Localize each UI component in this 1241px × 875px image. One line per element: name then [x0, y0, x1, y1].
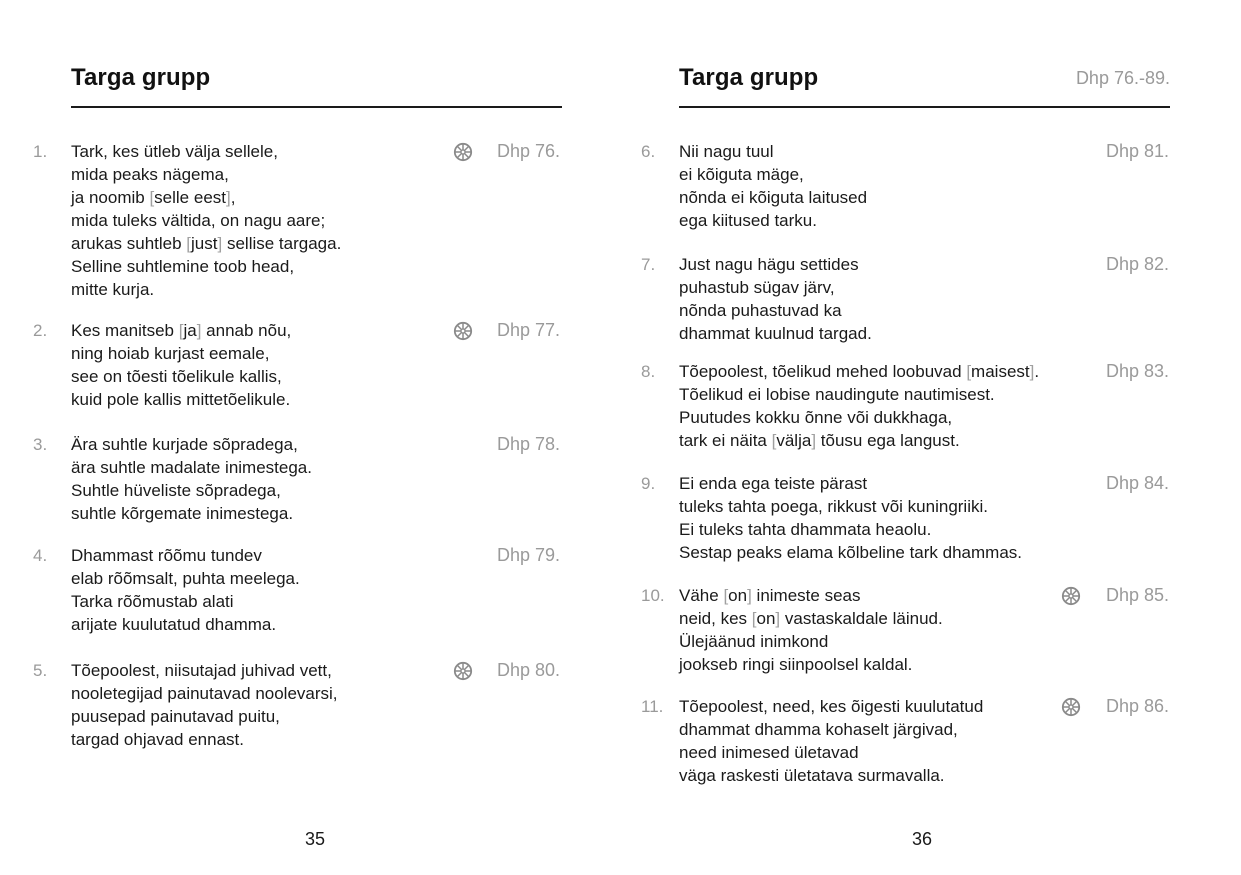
verse-number: 3. [33, 435, 48, 454]
text-run: ja noomib [71, 188, 150, 207]
verse-line [679, 322, 872, 345]
verse-text [71, 319, 291, 411]
verse-reference: Dhp 83. [1105, 361, 1169, 381]
verse-line [71, 567, 300, 590]
verse-line [679, 253, 872, 276]
verse-line [71, 342, 291, 365]
bracket: [ [966, 362, 972, 381]
verse-line [679, 495, 1022, 518]
verse-reference: Dhp 85. [1105, 585, 1169, 605]
verse-reference: Dhp 77. [496, 320, 560, 340]
verse-line [71, 319, 291, 342]
bracket: ] [747, 586, 752, 605]
text-run: Tõelikud ei lobise naudingute nautimisest. [679, 385, 995, 404]
verse-number: 1. [33, 142, 48, 161]
verse-line [679, 472, 1022, 495]
verse-range: Dhp 76.-89. [1075, 68, 1170, 88]
text-run: Suhtle hüveliste sõpradega, [71, 481, 281, 500]
text-run: Ülejäänud inimkond [679, 632, 829, 651]
verse-line [679, 209, 867, 232]
verse-reference: Dhp 84. [1105, 473, 1169, 493]
page-number: 36 [912, 829, 933, 849]
verse-reference: Dhp 78. [496, 434, 560, 454]
verse-line [679, 163, 867, 186]
text-run: selle eest [154, 188, 226, 207]
verse-line [71, 502, 312, 525]
dhamma-wheel-icon [1061, 697, 1081, 717]
verse-number: 8. [641, 362, 656, 381]
text-run: tuleks tahta poega, rikkust või kuningriiki. [679, 497, 988, 516]
verse-line [679, 630, 943, 653]
text-run: Ei enda ega teiste pärast [679, 474, 868, 493]
text-run: Vähe [679, 586, 724, 605]
text-run: kuid pole kallis mittetõelikule. [71, 390, 291, 409]
text-run: tõusu ega langust. [816, 431, 960, 450]
verse-line [679, 695, 983, 718]
verse-line [679, 276, 872, 299]
text-run: puusepad painutavad puitu, [71, 707, 280, 726]
bracket: ] [226, 188, 231, 207]
verse-number: 2. [33, 321, 48, 340]
text-run: nõnda ei kõiguta laitused [679, 188, 868, 207]
text-run: on [728, 586, 748, 605]
bracket: ] [775, 609, 781, 628]
text-run: ei kõiguta mäge, [679, 165, 804, 184]
verse-line [71, 388, 291, 411]
text-run: ära suhtle madalate inimestega. [71, 458, 312, 477]
verse-line [71, 186, 341, 209]
text-run: just [191, 234, 218, 253]
verse-reference: Dhp 86. [1105, 696, 1169, 716]
text-run: Ei tuleks tahta dhammata heaolu. [679, 520, 932, 539]
text-run: . [1034, 362, 1040, 381]
text-run: Dhammast rõõmu tundev [71, 546, 262, 565]
verse-line [679, 429, 1039, 452]
text-run: Nii nagu tuul [679, 142, 774, 161]
verse-line [679, 764, 983, 787]
text-run: mitte kurja. [71, 280, 155, 299]
verse-number: 9. [641, 474, 656, 493]
verse-line [679, 518, 1022, 541]
verse-line [71, 140, 341, 163]
text-run: targad ohjavad ennast. [71, 730, 244, 749]
verse-line [679, 383, 1039, 406]
verse-reference: Dhp 80. [496, 660, 560, 680]
verse-number: 6. [641, 142, 656, 161]
bracket: ] [811, 431, 817, 450]
verse-line [71, 456, 312, 479]
text-run: maisest [971, 362, 1030, 381]
verse-line [679, 406, 1039, 429]
verse-line [679, 140, 867, 163]
text-run: Tõepoolest, niisutajad juhivad vett, [71, 661, 332, 680]
text-run: Sestap peaks elama kõlbeline tark dhammas. [679, 543, 1023, 562]
text-run: sellise targaga. [222, 234, 342, 253]
verse-number: 5. [33, 661, 48, 680]
verse-text [679, 140, 867, 232]
verse-line [71, 705, 338, 728]
text-run: puhastub sügav järv, [679, 278, 835, 297]
text-run: nooletegijad painutavad noolevarsi, [71, 684, 338, 703]
bracket: [ [751, 609, 757, 628]
page-title: Targa grupp [679, 64, 819, 91]
title-rule [71, 106, 562, 108]
verse-text [679, 584, 943, 676]
bracket: ] [217, 234, 223, 253]
text-run: Tarka rõõmustab alati [71, 592, 234, 611]
verse-reference: Dhp 79. [496, 545, 560, 565]
verse-reference: Dhp 76. [496, 141, 560, 161]
text-run: Just nagu hägu settides [679, 255, 859, 274]
text-run: jookseb ringi siinpoolsel kaldal. [679, 655, 913, 674]
dhamma-wheel-icon [453, 321, 473, 341]
verse-text [679, 360, 1039, 452]
page-title: Targa grupp [71, 64, 211, 91]
verse-line [71, 433, 312, 456]
verse-line [71, 613, 300, 636]
bracket: [ [723, 586, 729, 605]
bracket: ] [1029, 362, 1035, 381]
text-run: inimeste seas [751, 586, 861, 605]
text-run: arukas suhtleb [71, 234, 187, 253]
verse-reference: Dhp 81. [1105, 141, 1169, 161]
text-run: annab nõu, [201, 321, 292, 340]
bracket: [ [178, 321, 184, 340]
verse-line [71, 682, 338, 705]
verse-line [679, 541, 1022, 564]
verse-line [71, 209, 341, 232]
verse-number: 10. [641, 586, 665, 605]
text-run: vastaskaldale läinud. [780, 609, 943, 628]
text-run: Ära suhtle kurjade sõpradega, [71, 435, 298, 454]
dhamma-wheel-icon [453, 142, 473, 162]
dhamma-wheel-icon [453, 661, 473, 681]
verse-line [71, 659, 338, 682]
text-run: nõnda puhastuvad ka [679, 301, 842, 320]
text-run: Tõepoolest, need, kes õigesti kuulutatud [679, 697, 984, 716]
title-rule [679, 106, 1170, 108]
verse-line [71, 479, 312, 502]
verse-line [679, 186, 867, 209]
verse-line [71, 232, 341, 255]
bracket: [ [149, 188, 155, 207]
text-run: need inimesed ületavad [679, 743, 859, 762]
verse-number: 11. [641, 697, 664, 716]
right-page [620, 0, 1241, 875]
verse-reference: Dhp 82. [1105, 254, 1169, 274]
text-run: Kes manitseb [71, 321, 179, 340]
text-run: elab rõõmsalt, puhta meelega. [71, 569, 300, 588]
text-run: Tõepoolest, tõelikud mehed loobuvad [679, 362, 967, 381]
text-run: ja [183, 321, 197, 340]
verse-line [679, 653, 943, 676]
verse-text [679, 472, 1022, 564]
verse-line [679, 299, 872, 322]
text-run: dhammat kuulnud targad. [679, 324, 872, 343]
verse-line [679, 607, 943, 630]
verse-text [71, 140, 341, 301]
page-number: 35 [305, 829, 326, 849]
verse-line [679, 360, 1039, 383]
text-run: Selline suhtlemine toob head, [71, 257, 295, 276]
text-run: , [230, 188, 236, 207]
verse-line [679, 741, 983, 764]
bracket: ] [196, 321, 202, 340]
text-run: on [756, 609, 776, 628]
verse-text [679, 253, 872, 345]
verse-text [679, 695, 983, 787]
verse-number: 4. [33, 546, 48, 565]
text-run: see on tõesti tõelikule kallis, [71, 367, 282, 386]
text-run: mida peaks nägema, [71, 165, 229, 184]
bracket: [ [771, 431, 777, 450]
verse-line [679, 584, 943, 607]
verse-line [71, 255, 341, 278]
verse-line [71, 278, 341, 301]
text-run: väga raskesti ületatava surmavalla. [679, 766, 945, 785]
text-run: arijate kuulutatud dhamma. [71, 615, 277, 634]
verse-line [71, 590, 300, 613]
dhamma-wheel-icon [1061, 586, 1081, 606]
text-run: neid, kes [679, 609, 752, 628]
verse-line [679, 718, 983, 741]
verse-text [71, 544, 300, 636]
verse-text [71, 433, 312, 525]
verse-line [71, 544, 300, 567]
text-run: välja [776, 431, 812, 450]
verse-line [71, 365, 291, 388]
verse-line [71, 163, 341, 186]
text-run: tark ei näita [679, 431, 772, 450]
text-run: dhammat dhamma kohaselt järgivad, [679, 720, 958, 739]
text-run: Puutudes kokku õnne või dukkhaga, [679, 408, 953, 427]
text-run: mida tuleks vältida, on nagu aare; [71, 211, 326, 230]
text-run: ega kiitused tarku. [679, 211, 817, 230]
text-run: suhtle kõrgemate inimestega. [71, 504, 294, 523]
verse-number: 7. [641, 255, 656, 274]
verse-text [71, 659, 338, 751]
bracket: [ [186, 234, 192, 253]
text-run: Tark, kes ütleb välja sellele, [71, 142, 278, 161]
text-run: ning hoiab kurjast eemale, [71, 344, 270, 363]
left-page [0, 0, 620, 875]
verse-line [71, 728, 338, 751]
